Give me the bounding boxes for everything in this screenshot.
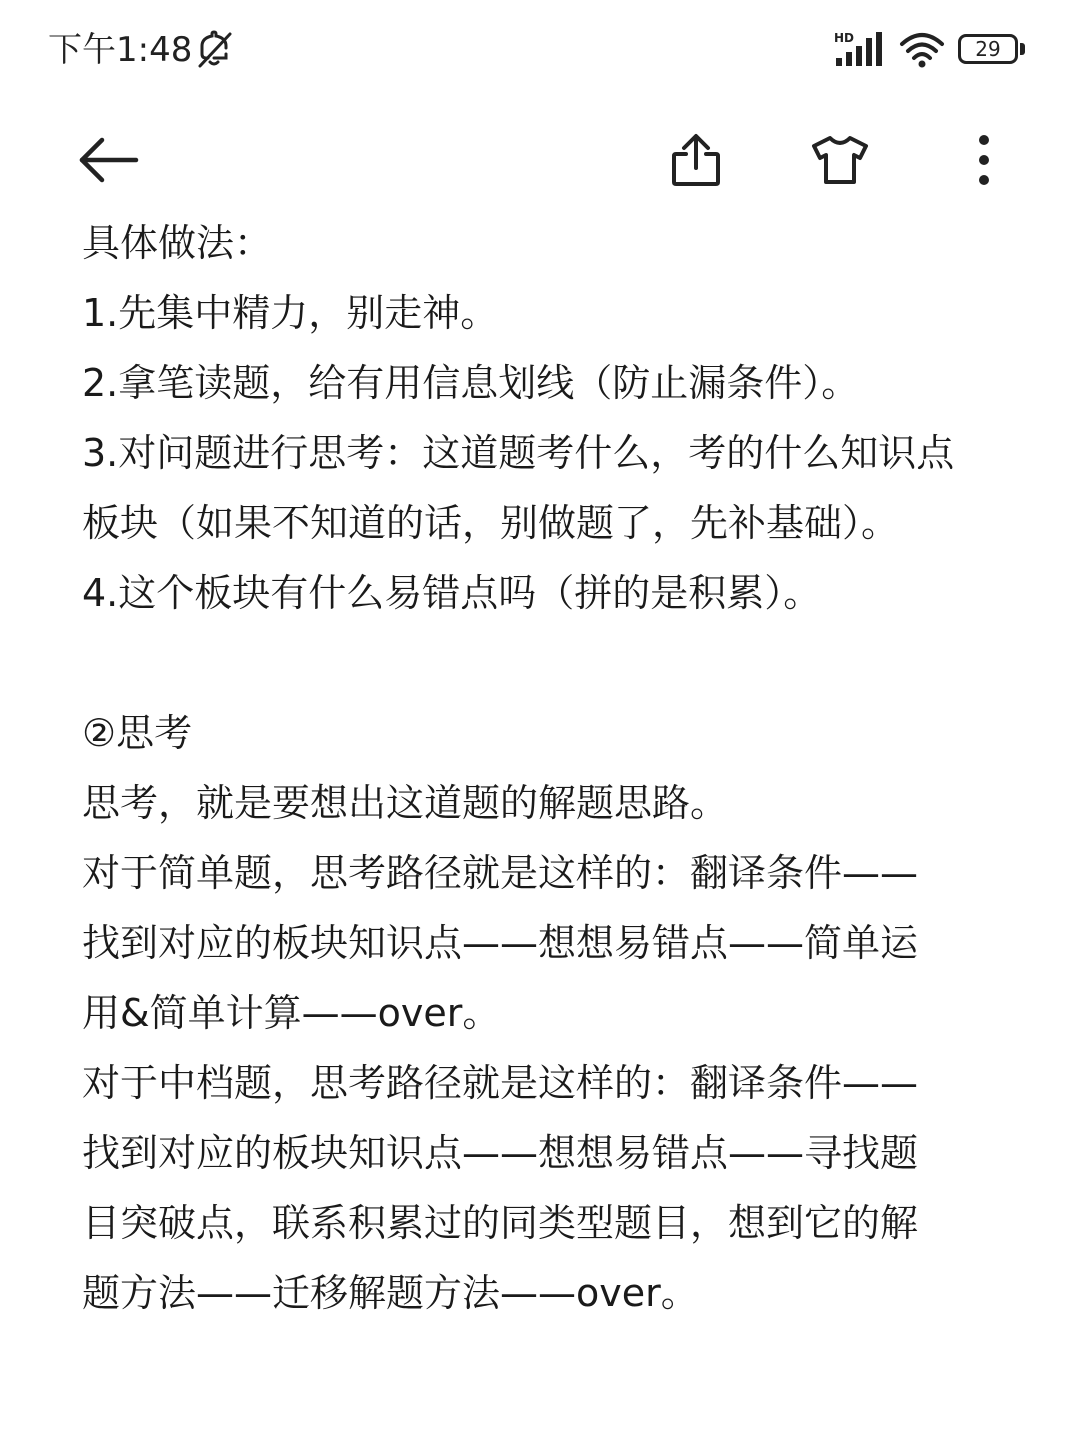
tshirt-icon	[810, 134, 870, 186]
note-content	[82, 208, 1012, 1328]
note-line: 1.先集中精力，别走神。	[82, 291, 499, 335]
note-line: 找到对应的板块知识点——想想易错点——简单运	[82, 921, 919, 965]
back-button[interactable]	[72, 124, 144, 196]
note-line: 具体做法：	[82, 221, 273, 265]
mute-icon	[192, 28, 240, 72]
note-line: 思考，就是要想出这道题的解题思路。	[82, 781, 729, 825]
note-line: 3.对问题进行思考：这道题考什么，考的什么知识点	[82, 431, 955, 475]
battery-indicator	[958, 34, 1028, 66]
note-line: 题方法——迁移解题方法——over。	[82, 1271, 699, 1315]
share-icon	[670, 132, 722, 188]
theme-button[interactable]	[804, 124, 876, 196]
battery-cap	[1020, 43, 1025, 55]
note-line: 找到对应的板块知识点——想想易错点——寻找题	[82, 1131, 919, 1175]
note-line: 目突破点，联系积累过的同类型题目，想到它的解	[82, 1201, 919, 1245]
status-time: 下午1:48	[48, 30, 193, 70]
blank-line	[82, 628, 1012, 698]
note-line: 对于中档题，思考路径就是这样的：翻译条件——	[82, 1061, 919, 1105]
network-type-label: HD	[834, 31, 855, 45]
status-bar	[0, 0, 1080, 100]
toolbar	[0, 110, 1080, 206]
section-heading: ②思考	[82, 711, 193, 755]
wifi-icon	[898, 30, 946, 70]
share-button[interactable]	[660, 124, 732, 196]
note-line: 对于简单题，思考路径就是这样的：翻译条件——	[82, 851, 919, 895]
note-line: 2.拿笔读题，给有用信息划线（防止漏条件）。	[82, 361, 860, 405]
signal-icon	[832, 30, 888, 70]
arrow-left-icon	[76, 136, 140, 184]
more-button[interactable]	[948, 124, 1020, 196]
note-line: 4.这个板块有什么易错点吗（拼的是积累）。	[82, 571, 822, 615]
note-line: 板块（如果不知道的话，别做题了，先补基础）。	[82, 501, 900, 545]
more-vertical-icon	[974, 134, 994, 186]
battery-level: 29	[958, 34, 1018, 64]
note-line: 用&简单计算——over。	[82, 991, 501, 1035]
